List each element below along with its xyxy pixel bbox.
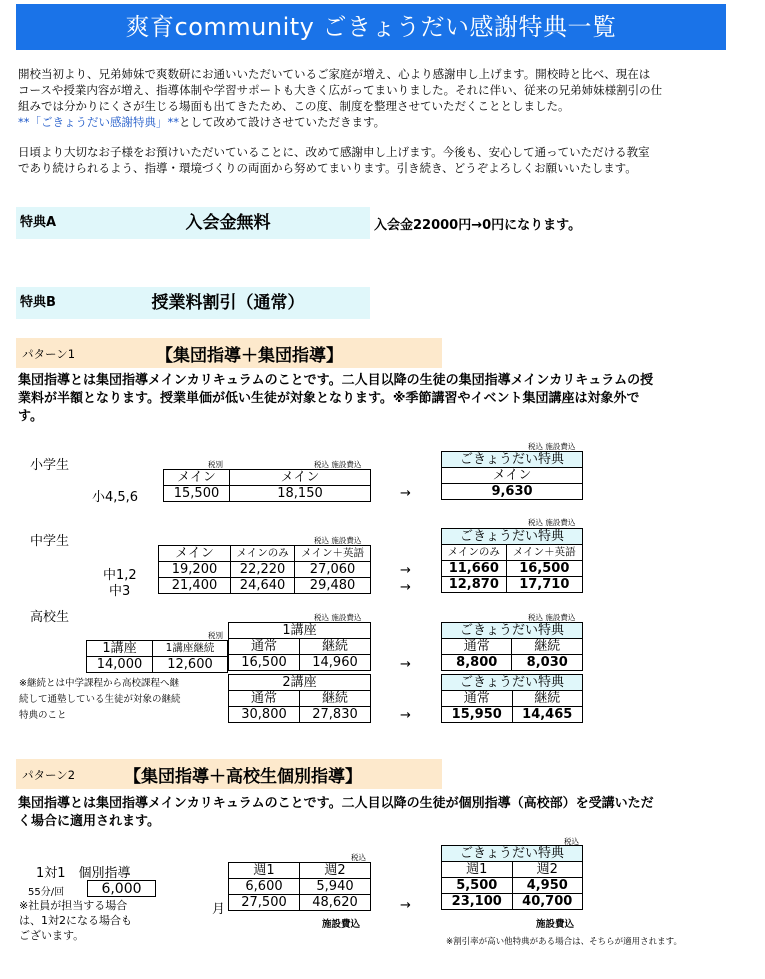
arrow-icon: → [400,898,411,913]
table-cell: 24,640 [231,578,295,594]
benefit-name-highlight: **「ごきょうだい感謝特典」** [18,115,179,129]
table-cell: 15,500 [164,486,230,502]
table-cell: 5,500 [442,878,513,894]
tax-fee-note: 税込 施設費込 [314,536,362,545]
table-cell: 14,465 [512,707,583,723]
table-header: メイン [230,470,371,486]
elementary-label: 小学生 [30,458,70,473]
continuation-note: ※継続とは中学課程から高校課程へ継 続して通塾している生徒が対象の継続 特典のこと [19,678,181,721]
table-title: ごきょうだい特典 [442,675,583,691]
tax-note: 税別 [208,631,223,640]
tax-fee-note: 税込 施設費込 [314,613,362,622]
table-cell: 17,710 [506,577,582,593]
tax-fee-note: 税込 施設費込 [528,442,576,451]
table-cell: 27,500 [229,895,300,911]
intro-line: コースや授業内容が増え、指導体制や学習サポートも大きく広がってまいりました。それに伴い、従来の兄弟姉妹様割引の仕 [18,83,663,97]
tax-note: 税込 [564,837,579,846]
table-header: 週1 [442,862,513,878]
table-header: メイン [164,470,230,486]
intro-line: 組みでは分かりにくさが生じる場面も出てきたため、この度、制度を整理させていただくこととしました。 [18,99,570,113]
high-two-course-table [228,674,371,723]
fee-note: 施設費込 [322,919,361,930]
benefit-b-name: 授業料割引（通常） [86,287,370,319]
table-title: 1講座 [229,623,371,639]
table-cell: 16,500 [506,561,582,577]
table-cell: 14,960 [300,655,371,671]
table-header: 通常 [229,691,300,707]
benefit-b-tag: 特典B [16,287,86,319]
elementary-fee-table [163,469,371,502]
table-cell: 12,870 [442,577,507,593]
table-cell: 9,630 [442,484,583,500]
table-title: ごきょうだい特典 [442,623,583,639]
table-header: 通常 [442,639,512,655]
table-cell: 30,800 [229,707,300,723]
table-cell: 18,150 [230,486,371,502]
table-cell: 6,600 [229,879,300,895]
table-cell: 48,620 [300,895,371,911]
footnote: ※割引率が高い他特典がある場合は、そちらが適用されます。 [446,937,682,947]
junior-fee-table [158,545,371,594]
table-header: メインのみ [442,545,507,561]
intro-line: であり続けられるよう、指導・環境づくりの両面から努めてまいります。引き続き、どうぞよろしくお願いいたします。 [18,161,637,175]
table-header: メイン [159,546,231,562]
arrow-icon: → [400,563,411,578]
table-cell: 4,950 [512,878,583,894]
table-header: 1講座継続 [153,641,228,657]
pattern1-tag: パターン1 [22,347,76,361]
tax-fee-note: 税込 施設費込 [314,460,362,469]
benefit-a-tag: 特典A [16,207,86,239]
high-base-fee-table [86,640,228,673]
table-cell: 21,400 [159,578,231,594]
table-cell: 5,940 [300,879,371,895]
arrow-icon: → [400,486,411,501]
pattern2-name: 【集団指導＋高校生個別指導】 [124,767,362,787]
fee-note: 施設費込 [536,919,575,930]
table-cell: 19,200 [159,562,231,578]
pattern1-description: 集団指導とは集団指導メインカリキュラムのことです。二人目以降の生徒の集団指導メインカリキュラムの授 業料が半額となります。授業単価が低い生徒が対象となります。※季節講習やイベント集団講座は対象外で す。 [18,373,654,424]
table-cell: 14,000 [87,657,153,673]
table-header: 継続 [512,639,583,655]
table-cell: 27,830 [300,707,371,723]
intro-line: 日頃より大切なお子様をお預けいただいていることに、改めて感謝申し上げます。今後も、安心して通っていただける教室 [18,145,650,159]
intro-line: **「ごきょうだい感謝特典」**として改めて設けさせていただきます。 [18,115,386,129]
arrow-icon: → [400,708,411,723]
monthly-label: 月 [212,902,226,917]
page-title: 爽育community ごきょうだい感謝特典一覧 [16,4,726,50]
tax-fee-note: 税込 施設費込 [528,613,576,622]
table-header: 週2 [512,862,583,878]
high-one-course-table [228,622,371,671]
pattern1-name: 【集団指導＋集団指導】 [156,346,343,366]
high-label: 高校生 [30,610,70,625]
table-title: ごきょうだい特典 [442,452,583,468]
table-header: 通常 [229,639,300,655]
individual-special-table [441,845,583,910]
table-cell: 40,700 [512,894,583,910]
pattern2-description: 集団指導とは集団指導メインカリキュラムのことです。二人目以降の生徒が個別指導（高校部）を受講いただ く場合に適用されます。 [18,796,654,829]
grade-label: 中1,2 [103,568,137,583]
intro-paragraph-1 [18,66,728,130]
table-cell: 29,480 [295,578,371,594]
table-header: メインのみ [231,546,295,562]
table-header: 1講座 [87,641,153,657]
benefit-a-name: 入会金無料 [86,207,370,239]
junior-label: 中学生 [30,534,70,549]
table-cell: 8,030 [512,655,583,671]
table-title: ごきょうだい特典 [442,529,583,545]
table-cell: 8,800 [442,655,512,671]
table-cell: 16,500 [229,655,300,671]
high-special-two-table [441,674,583,723]
table-cell: 15,950 [442,707,513,723]
junior-special-table [441,528,583,593]
tax-note: 税込 [351,853,366,862]
table-header: 継続 [512,691,583,707]
lesson-price: 6,000 [87,880,156,897]
pattern2-tag: パターン2 [22,768,76,782]
table-header: 継続 [300,691,371,707]
intro-line: 開校当初より、兄弟姉妹で爽数研にお通いいただいているご家庭が増え、心より感謝申し上げます。開校時と比べ、現在は [18,67,651,81]
table-title: ごきょうだい特典 [442,846,583,862]
grade-label: 小4,5,6 [92,490,139,505]
table-cell: 11,660 [442,561,507,577]
table-cell: 22,220 [231,562,295,578]
table-header: 継続 [300,639,371,655]
individual-fee-table [228,862,371,911]
elementary-special-table [441,451,583,500]
table-header: メイン [442,468,583,484]
arrow-icon: → [400,580,411,595]
staff-note: ※社員が担当する場合 は、1対2になる場合も ございます。 [19,899,132,942]
intro-paragraph-2 [18,144,728,176]
lesson-length: 55分/回 [28,887,65,898]
tax-note: 税別 [208,460,223,469]
tax-fee-note: 税込 施設費込 [528,518,576,527]
individual-label: 1対1 個別指導 [36,866,131,881]
table-cell: 27,060 [295,562,371,578]
arrow-icon: → [400,657,411,672]
table-header: 週1 [229,863,300,879]
table-cell: 12,600 [153,657,228,673]
benefit-a-description: 入会金22000円→0円になります。 [374,218,582,233]
table-header: メイン＋英語 [506,545,582,561]
table-title: 2講座 [229,675,371,691]
table-header: 通常 [442,691,513,707]
table-cell: 23,100 [442,894,513,910]
high-special-one-table [441,622,583,671]
grade-label: 中3 [109,584,131,599]
table-header: メイン＋英語 [295,546,371,562]
table-header: 週2 [300,863,371,879]
